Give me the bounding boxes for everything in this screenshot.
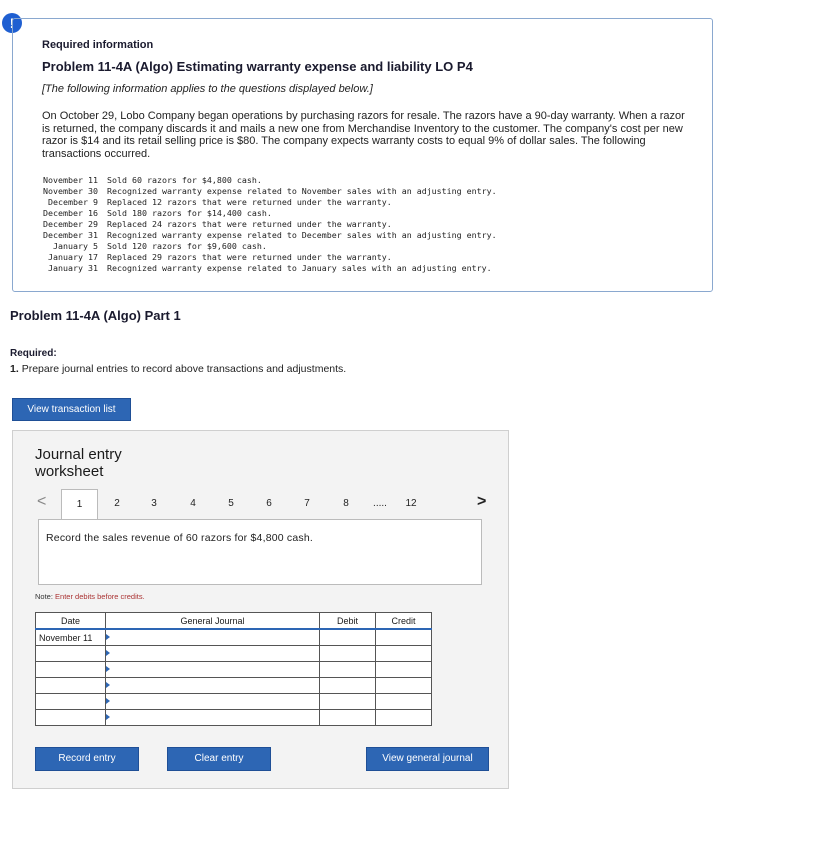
entry-description: Record the sales revenue of 60 razors for $4,800 cash. (46, 532, 314, 544)
transaction-row: December 29 Replaced 24 razors that were returned under the warranty. (43, 219, 392, 229)
worksheet-pager (13, 489, 510, 519)
info-note: [The following information applies to the questions displayed below.] (42, 83, 373, 95)
page-ellipsis: ..... (373, 498, 387, 509)
entry-description-box (38, 519, 482, 585)
transaction-row: November 11 Sold 60 razors for $4,800 cash. (43, 175, 262, 185)
problem-title: Problem 11-4A (Algo) Estimating warranty expense and liability LO P4 (42, 59, 473, 74)
page-5-tab[interactable]: 5 (228, 498, 234, 509)
credit-input[interactable] (376, 629, 432, 646)
dropdown-triangle-icon (106, 698, 110, 704)
transaction-row: January 17 Replaced 29 razors that were returned under the warranty. (48, 252, 392, 262)
credit-input[interactable] (376, 694, 432, 710)
view-general-journal-button[interactable]: View general journal (366, 747, 489, 771)
account-input[interactable] (106, 694, 320, 710)
account-input[interactable] (106, 646, 320, 662)
page-7-tab[interactable]: 7 (304, 498, 310, 509)
credit-header: Credit (376, 613, 432, 630)
transaction-row: December 31 Recognized warranty expense related to December sales with an adjusting entry. (43, 230, 497, 240)
account-input[interactable] (106, 678, 320, 694)
table-row (36, 694, 432, 710)
entry-note: Note: Enter debits before credits. (35, 592, 145, 601)
page-2-tab[interactable]: 2 (114, 498, 120, 509)
transaction-row: December 16 Sold 180 razors for $14,400 cash. (43, 208, 272, 218)
dropdown-triangle-icon (106, 634, 110, 640)
required-information-heading: Required information (42, 39, 154, 51)
dropdown-triangle-icon (106, 666, 110, 672)
debit-input[interactable] (320, 678, 376, 694)
alert-icon: ! (2, 13, 22, 33)
account-input[interactable] (106, 629, 320, 646)
date-cell (36, 646, 106, 662)
date-cell: November 11 (36, 629, 106, 646)
required-label: Required: (10, 348, 57, 359)
page-1-tab[interactable]: 1 (61, 489, 98, 519)
dropdown-triangle-icon (106, 714, 110, 720)
dropdown-triangle-icon (106, 650, 110, 656)
debit-input[interactable] (320, 694, 376, 710)
page-4-tab[interactable]: 4 (190, 498, 196, 509)
debit-input[interactable] (320, 629, 376, 646)
prev-page-icon[interactable]: < (37, 493, 47, 510)
required-information-box (12, 18, 713, 292)
date-cell (36, 662, 106, 678)
dropdown-triangle-icon (106, 682, 110, 688)
date-cell (36, 694, 106, 710)
debit-input[interactable] (320, 710, 376, 726)
page-3-tab[interactable]: 3 (151, 498, 157, 509)
credit-input[interactable] (376, 678, 432, 694)
credit-input[interactable] (376, 662, 432, 678)
debit-header: Debit (320, 613, 376, 630)
table-row (36, 629, 432, 646)
transaction-row: January 31 Recognized warranty expense related to January sales with an adjusting entry. (48, 263, 492, 273)
journal-entry-worksheet (12, 430, 509, 789)
problem-paragraph: On October 29, Lobo Company began operations by purchasing razors for resale. The razors have a 90-day warranty. When a razor is returned, the company discards it and mails a new one from Merchandise Inventory to the customer. The company's cost per new razor is $14 and its retail selling price is $80. The company expects warranty costs to equal 9% of dollar sales. The following transactions occurred. (42, 110, 685, 160)
date-header: Date (36, 613, 106, 630)
journal-table (35, 612, 432, 726)
table-row (36, 646, 432, 662)
credit-input[interactable] (376, 646, 432, 662)
table-row (36, 710, 432, 726)
record-entry-button[interactable]: Record entry (35, 747, 139, 771)
worksheet-title: Journal entry worksheet (35, 446, 122, 480)
date-cell (36, 678, 106, 694)
transaction-row: November 30 Recognized warranty expense related to November sales with an adjusting entry. (43, 186, 497, 196)
requirement-text: 1. Prepare journal entries to record above transactions and adjustments. (10, 363, 347, 375)
debit-input[interactable] (320, 646, 376, 662)
transaction-list (42, 175, 497, 274)
next-page-icon[interactable]: > (477, 493, 487, 510)
part-title: Problem 11-4A (Algo) Part 1 (10, 308, 181, 323)
table-row (36, 662, 432, 678)
page-6-tab[interactable]: 6 (266, 498, 272, 509)
table-row (36, 678, 432, 694)
debit-input[interactable] (320, 662, 376, 678)
credit-input[interactable] (376, 710, 432, 726)
transaction-row: December 9 Replaced 12 razors that were returned under the warranty. (48, 197, 392, 207)
date-cell (36, 710, 106, 726)
view-transaction-list-button[interactable]: View transaction list (12, 398, 131, 421)
transaction-row: January 5 Sold 120 razors for $9,600 cash. (53, 241, 267, 251)
account-input[interactable] (106, 710, 320, 726)
account-input[interactable] (106, 662, 320, 678)
general-journal-header: General Journal (106, 613, 320, 630)
page-12-tab[interactable]: 12 (405, 498, 417, 509)
clear-entry-button[interactable]: Clear entry (167, 747, 271, 771)
page-8-tab[interactable]: 8 (343, 498, 349, 509)
